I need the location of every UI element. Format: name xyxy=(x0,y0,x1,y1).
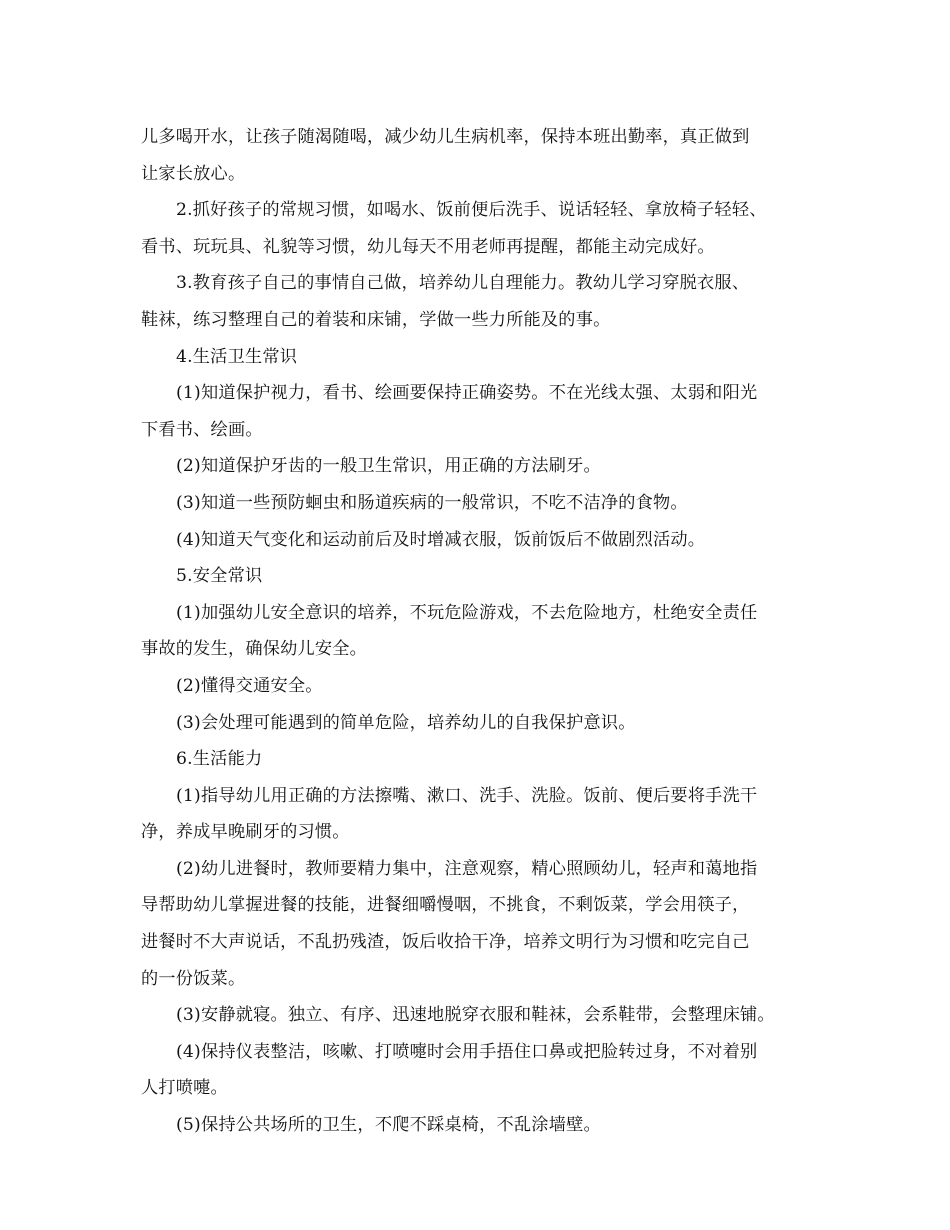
text-line: 进餐时不大声说话，不乱扔残渣，饭后收拾干净，培养文明行为习惯和吃完自己 xyxy=(141,932,750,953)
list-item: (1)知道保护视力，看书、绘画要保持正确姿势。不在光线太强、太弱和阳光 xyxy=(176,383,758,404)
section-heading-living-skills: 6.生活能力 xyxy=(176,749,263,770)
text-line: 让家长放心。 xyxy=(141,163,246,184)
text-line: 下看书、绘画。 xyxy=(141,419,263,440)
text-line: 看书、玩玩具、礼貌等习惯，幼儿每天不用老师再提醒，都能主动完成好。 xyxy=(141,236,715,257)
text-line: 导帮助幼儿掌握进餐的技能，进餐细嚼慢咽，不挑食，不剩饭菜，学会用筷子， xyxy=(141,895,750,916)
list-item: (3)安静就寝。独立、有序、迅速地脱穿衣服和鞋袜，会系鞋带，会整理床铺。 xyxy=(176,1005,775,1026)
section-heading-hygiene: 4.生活卫生常识 xyxy=(176,346,298,367)
text-line: 的一份饭菜。 xyxy=(141,968,246,989)
list-item: (3)知道一些预防蛔虫和肠道疾病的一般常识，不吃不洁净的食物。 xyxy=(176,492,688,513)
list-item: (4)知道天气变化和运动前后及时增减衣服，饭前饭后不做剧烈活动。 xyxy=(176,529,706,550)
list-item: (5)保持公共场所的卫生，不爬不踩桌椅，不乱涂墙壁。 xyxy=(176,1115,601,1136)
document-body xyxy=(141,119,821,1144)
text-line: 净，养成早晚刷牙的习惯。 xyxy=(141,822,350,843)
list-item: (4)保持仪表整洁，咳嗽、打喷嚏时会用手捂住口鼻或把脸转过身，不对着别 xyxy=(176,1041,758,1062)
list-item-2: 2.抓好孩子的常规习惯，如喝水、饭前便后洗手、说话轻轻、拿放椅子轻轻、 xyxy=(176,200,767,221)
text-line: 鞋袜，练习整理自己的着装和床铺，学做一些力所能及的事。 xyxy=(141,309,611,330)
list-item: (2)幼儿进餐时，教师要精力集中，注意观察，精心照顾幼儿，轻声和蔼地指 xyxy=(176,858,758,879)
text-line: 事故的发生，确保幼儿安全。 xyxy=(141,639,368,660)
list-item-3: 3.教育孩子自己的事情自己做，培养幼儿自理能力。教幼儿学习穿脱衣服、 xyxy=(176,273,750,294)
list-item: (1)加强幼儿安全意识的培养，不玩危险游戏，不去危险地方，杜绝安全责任 xyxy=(176,602,758,623)
list-item: (3)会处理可能遇到的简单危险，培养幼儿的自我保护意识。 xyxy=(176,712,636,733)
list-item: (2)懂得交通安全。 xyxy=(176,675,323,696)
text-line: 儿多喝开水，让孩子随渴随喝，减少幼儿生病机率，保持本班出勤率，真正做到 xyxy=(141,127,750,147)
text-line: 人打喷嚏。 xyxy=(141,1078,228,1099)
list-item: (1)指导幼儿用正确的方法擦嘴、漱口、洗手、洗脸。饭前、便后要将手洗干 xyxy=(176,785,758,806)
section-heading-safety: 5.安全常识 xyxy=(176,566,263,587)
list-item: (2)知道保护牙齿的一般卫生常识，用正确的方法刷牙。 xyxy=(176,456,601,477)
